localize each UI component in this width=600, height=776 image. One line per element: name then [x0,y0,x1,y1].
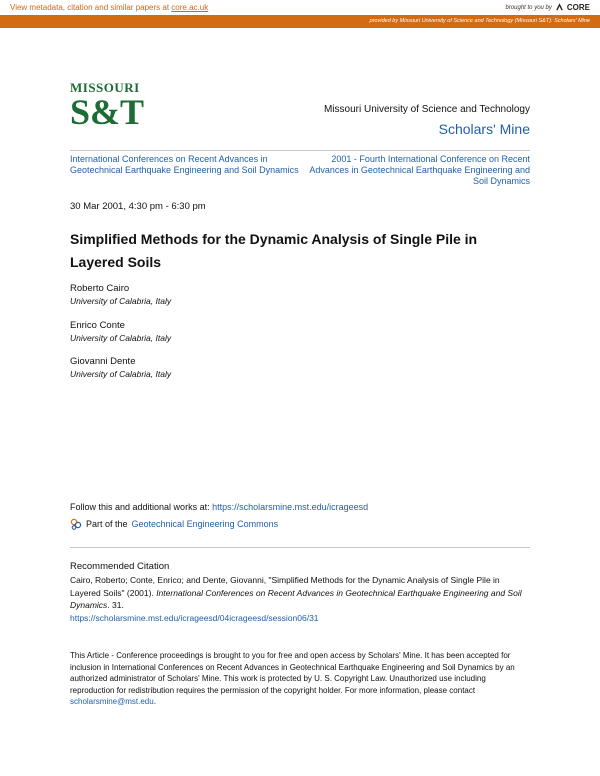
missouri-st-logo[interactable] [70,80,145,138]
author-block [70,283,171,307]
collection-link-right[interactable]: 2001 - Fourth International Conference on Recent Advances in Geotechnical Earthquake Engineering and Soil Dynamics [309,154,530,186]
paper-title: Simplified Methods for the Dynamic Analysis of Single Pile in Layered Soils [70,231,478,270]
core-metadata-text: View metadata, citation and similar papers at [10,3,172,12]
citation-text [70,574,532,624]
author-block [70,356,171,380]
network-icon [70,518,82,530]
citation-url-link[interactable]: https://scholarsmine.mst.edu/icrageesd/04icrageesd/session06/31 [70,612,319,623]
core-metadata-line [10,3,208,12]
copyright-notice [70,650,532,708]
provider-banner [0,15,600,28]
core-logo-text[interactable]: CORE [566,3,590,12]
author-name: Roberto Cairo [70,283,130,294]
core-top-bar [0,0,600,15]
citation-venue: International Conferences on Recent Advances in Geotechnical Earthquake Engineering and Soil Dynamics [70,587,522,610]
core-link[interactable]: core.ac.uk [171,3,209,12]
logo-st-text: S&T [70,92,145,132]
author-affiliation: University of Calabria, Italy [70,333,172,343]
author-block [70,320,171,344]
author-affiliation: University of Calabria, Italy [70,296,172,306]
follow-line [70,502,368,512]
brought-by-text: brought to you by [505,4,552,11]
author-name: Enrico Conte [70,320,125,331]
notice-end: . [153,697,156,706]
contact-email-link[interactable]: scholarsmine@mst.edu [70,697,154,706]
author-affiliation: University of Calabria, Italy [70,369,172,379]
follow-text: Follow this and additional works at: [70,502,213,512]
recommended-citation-heading: Recommended Citation [70,561,170,572]
follow-url-link[interactable]: https://scholarsmine.mst.edu/icrageesd [212,502,369,512]
provider-banner-text: provided by Missouri University of Science and Technology (Missouri S&T): Scholars' Mine [369,18,590,24]
collection-link-left[interactable]: International Conferences on Recent Advances in Geotechnical Earthquake Engineering and Soil Dynamics [70,154,299,175]
event-date: 30 Mar 2001, 4:30 pm - 6:30 pm [70,201,206,212]
author-name: Giovanni Dente [70,356,136,367]
part-of-line [70,518,278,530]
header-divider [70,150,530,151]
part-of-text: Part of the [86,519,128,529]
core-branding [506,3,591,12]
citation-suffix: . 31. [107,600,124,610]
citation-divider [70,547,530,548]
commons-link[interactable]: Geotechnical Engineering Commons [131,519,279,529]
repository-link[interactable]: Scholars' Mine [438,121,530,137]
core-logo-icon [555,3,564,12]
citation-body: Cairo, Roberto; Conte, Enrico; and Dente, Giovanni, "Simplified Methods for the Dynamic Analysis of Single Pile in Layered Soils" (2001). [70,575,500,598]
notice-text: This Article - Conference proceedings is brought to you for free and open access by Scholars' Mine. It has been accepted for inclusion in International Conferences on Recent Advances in Geotechnical Earthquake Engineering and Soil Dynamics by an authorized administrator of Scholars' Mine. This work is protected by U. S. Copyright Law. Unauthorized use including reproduction for redistribution requires the permission of the copyright holder. For more information, please contact [70,651,515,695]
logo-missouri-text: MISSOURI [70,80,140,95]
institution-name: Missouri University of Science and Technology [323,104,530,115]
